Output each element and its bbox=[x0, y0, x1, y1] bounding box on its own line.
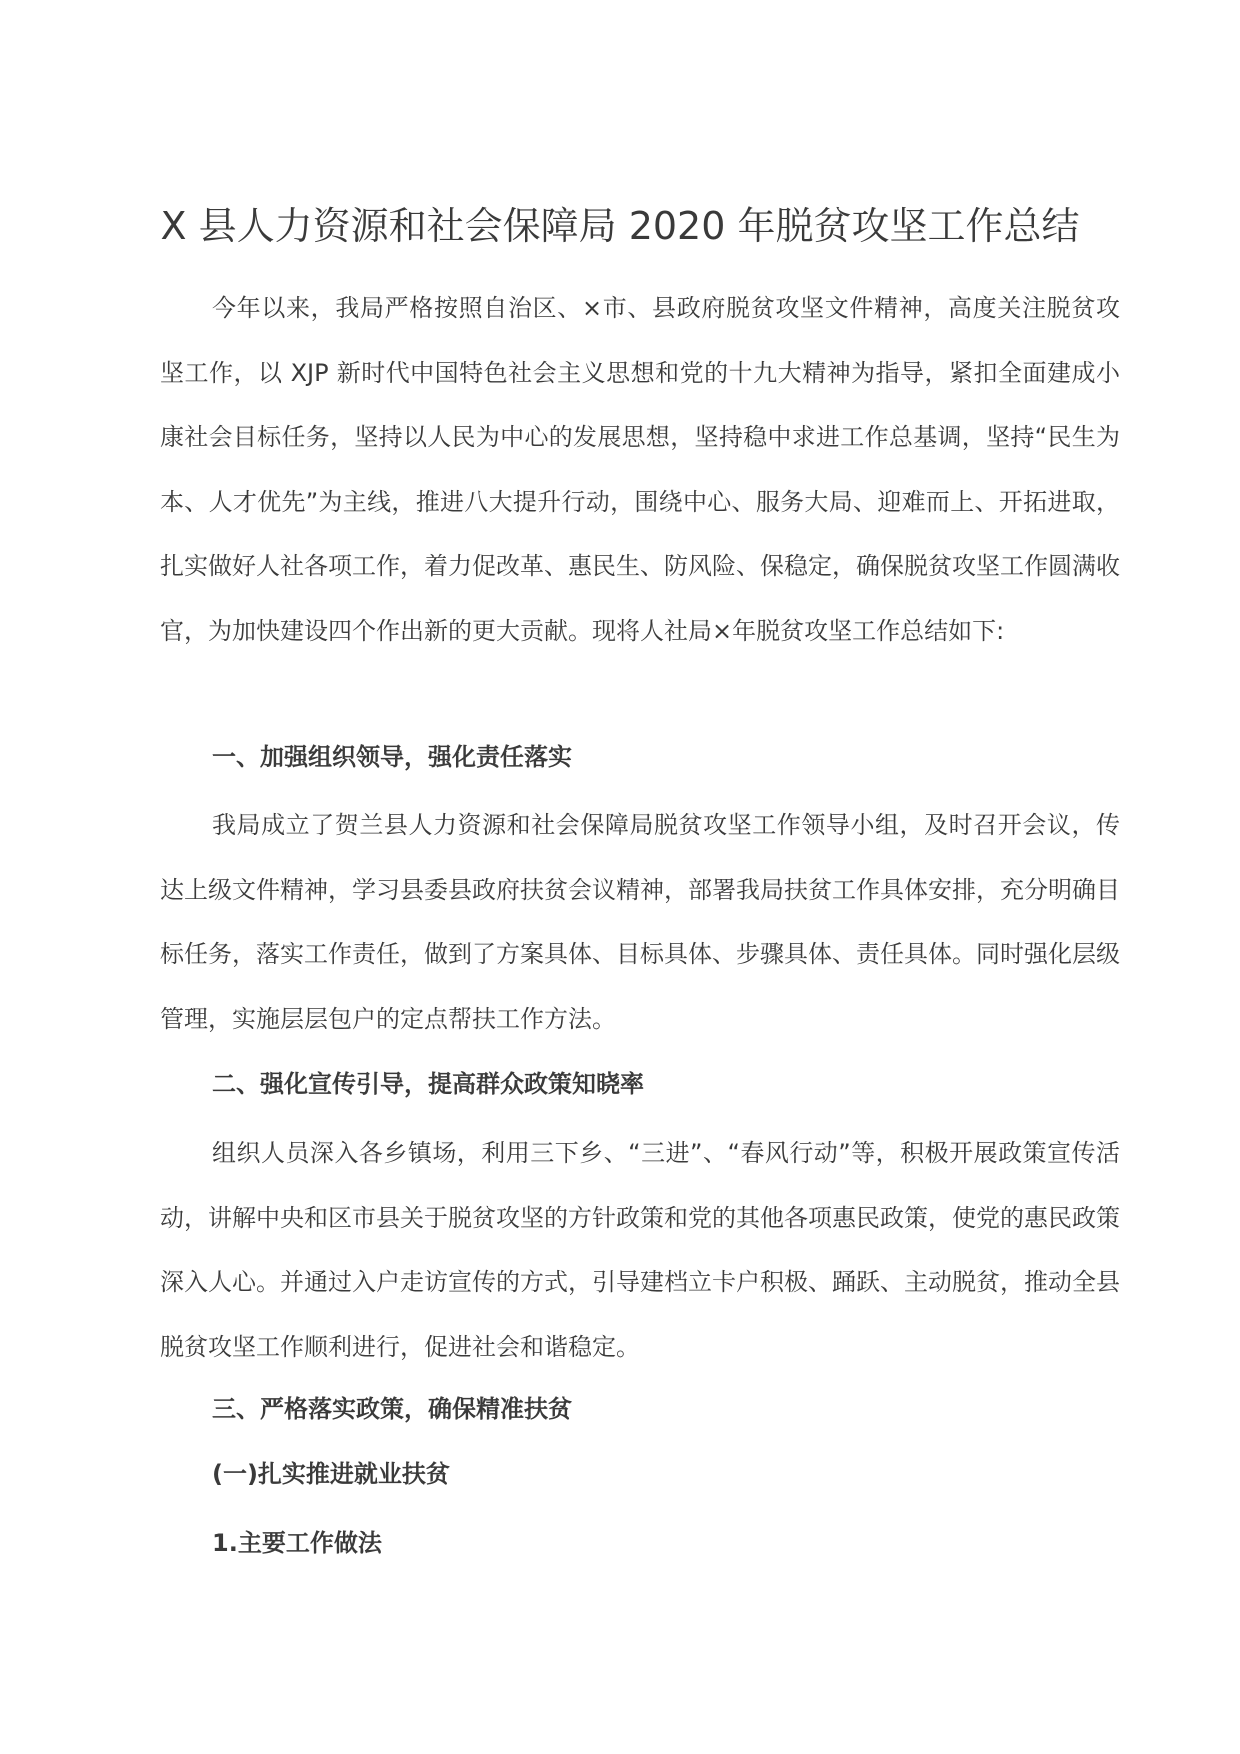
intro-paragraph: 今年以来，我局严格按照自治区、×市、县政府脱贫攻坚文件精神，高度关注脱贫攻坚工作，以 XJP 新时代中国特色社会主义思想和党的十九大精神为指导，紧扣全面建成小康社会目标任务，坚持以人民为中心的发展思想，坚持稳中求进工作总基调，坚持“民生为本、人才优先”为主线，推进八大提升行动，围绕中心、服务大局、迎难而上、开拓进取，扎实做好人社各项工作，着力促改革、惠民生、防风险、保稳定，确保脱贫攻坚工作圆满收官，为加快建设四个作出新的更大贡献。现将人社局×年脱贫攻坚工作总结如下: bbox=[160, 294, 1120, 645]
section2-heading: 二、强化宣传引导，提高群众政策知晓率 bbox=[212, 1070, 644, 1098]
document-title: X 县人力资源和社会保障局 2020 年脱贫攻坚工作总结 bbox=[160, 204, 1080, 248]
section1-paragraph: 我局成立了贺兰县人力资源和社会保障局脱贫攻坚工作领导小组，及时召开会议，传达上级文件精神，学习县委县政府扶贫会议精神，部署我局扶贫工作具体安排，充分明确目标任务，落实工作责任，做到了方案具体、目标具体、步骤具体、责任具体。同时强化层级管理，实施层层包户的定点帮扶工作方法。 bbox=[160, 811, 1120, 1033]
item1-heading: 1.主要工作做法 bbox=[212, 1529, 382, 1557]
section1-heading: 一、加强组织领导，强化责任落实 bbox=[212, 743, 572, 771]
section3-heading: 三、严格落实政策，确保精准扶贫 bbox=[212, 1395, 572, 1423]
section2-paragraph: 组织人员深入各乡镇场，利用三下乡、“三进”、“春风行动”等，积极开展政策宣传活动，讲解中央和区市县关于脱贫攻坚的方针政策和党的其他各项惠民政策，使党的惠民政策深入人心。并通过入户走访宣传的方式，引导建档立卡户积极、踊跃、主动脱贫，推动全县脱贫攻坚工作顺利进行，促进社会和谐稳定。 bbox=[160, 1139, 1120, 1361]
subsection1-heading: (一)扎实推进就业扶贫 bbox=[212, 1460, 450, 1488]
